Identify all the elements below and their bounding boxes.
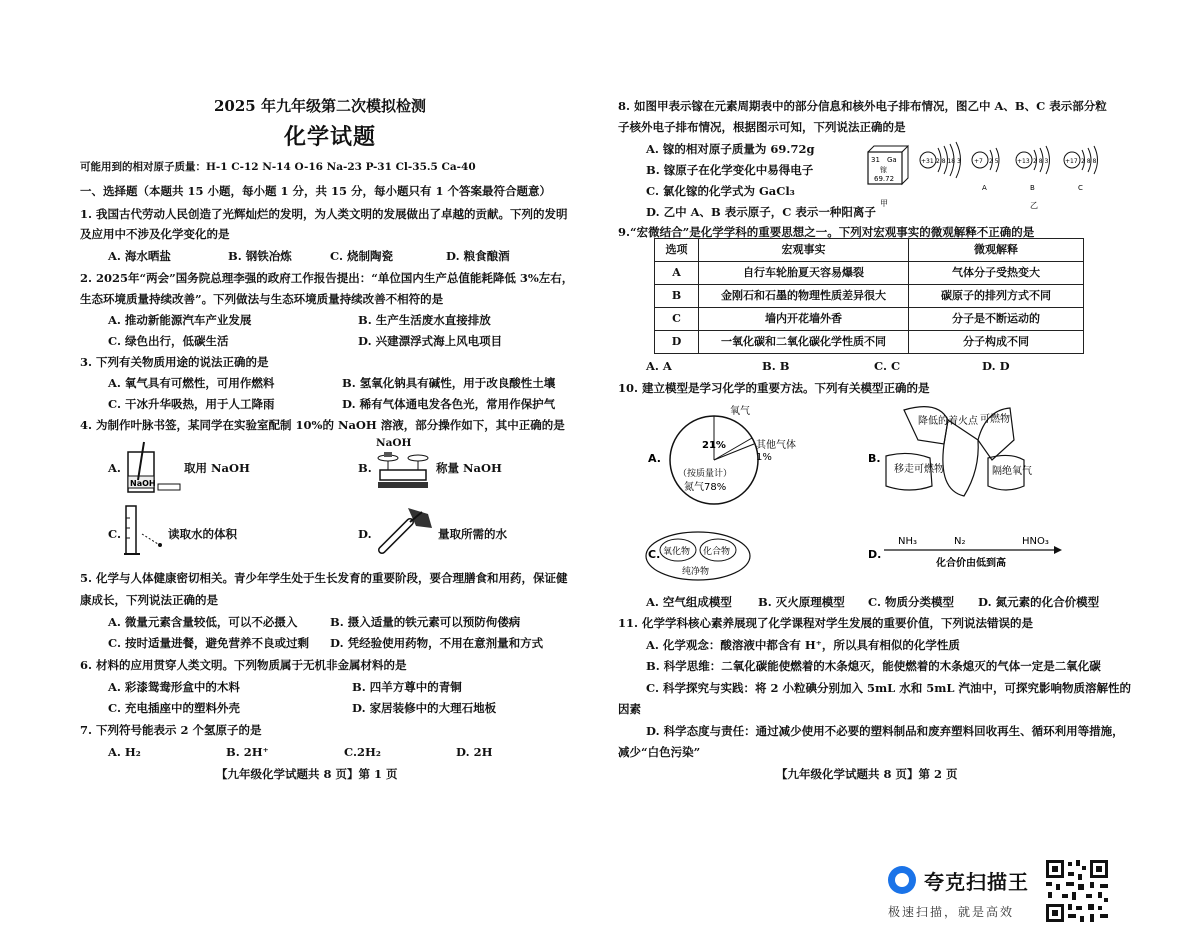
qr-code-icon (1044, 858, 1110, 924)
q9-stem: 9.“宏微结合”是化学学科的重要思想之一。下列对宏观事实的微观解释不正确的是 (618, 225, 1035, 239)
svg-text:2 5: 2 5 (989, 158, 999, 165)
q3-stem: 3. 下列有关物质用途的说法正确的是 (80, 355, 269, 369)
table-cell: 分子是不断运动的 (909, 308, 1084, 331)
svg-text:+17: +17 (1065, 158, 1078, 165)
q6-option-a[interactable]: A. 彩漆鸳鸯形盒中的木料 (108, 680, 240, 694)
table-cell: 气体分子受热变大 (909, 262, 1084, 285)
table-header-cell: 选项 (655, 239, 699, 262)
q11-option-d-cont: 减少“白色污染” (618, 745, 701, 759)
svg-text:氧气: 氧气 (730, 406, 750, 417)
q4-stem: 4. 为制作叶脉书签，某同学在实验室配制 10%的 NaOH 溶液，部分操作如下，其中正确的是 (80, 418, 565, 432)
svg-text:C.: C. (648, 548, 661, 561)
q9-table (654, 238, 1084, 354)
q11-option-d[interactable]: D. 科学态度与责任：通过减少使用不必要的塑料制品和废弃塑料回收再生、循环利用等措施， (646, 724, 1124, 738)
svg-text:HNO₃: HNO₃ (1022, 536, 1049, 547)
table-row (655, 331, 1084, 354)
table-header-row (655, 239, 1084, 262)
q9-option-c[interactable]: C. C (874, 359, 901, 373)
q4-option-d-letter[interactable]: D. (358, 527, 372, 541)
svg-text:A: A (982, 184, 987, 192)
q11-option-c-cont: 因素 (618, 702, 641, 716)
q2-option-c[interactable]: C. 绿色出行，低碳生活 (108, 334, 229, 348)
q7-option-c[interactable]: C.2H₂ (344, 745, 381, 759)
q5-option-a[interactable]: A. 微量元素含量较低，可以不必摄入 (108, 615, 298, 629)
q4-option-c-letter[interactable]: C. (108, 527, 121, 541)
q7-stem: 7. 下列符号能表示 2 个氢原子的是 (80, 723, 262, 737)
q4-option-a-letter[interactable]: A. (108, 461, 121, 475)
scanner-tagline: 极速扫描，就是高效 (888, 905, 1015, 919)
q5-option-d[interactable]: D. 凭经验使用药物，不用在意剂量和方式 (330, 636, 544, 650)
q7-option-a[interactable]: A. H₂ (108, 745, 141, 759)
exam-title: 2025 年九年级第二次模拟检测 (214, 97, 426, 115)
q10-option-b[interactable]: B. 灭火原理模型 (758, 595, 845, 609)
q2-option-a[interactable]: A. 推动新能源汽车产业发展 (108, 313, 252, 327)
svg-text:氮气78%: 氮气78% (684, 482, 727, 493)
table-cell: 碳原子的排列方式不同 (909, 285, 1084, 308)
q1-option-b[interactable]: B. 钢铁冶炼 (228, 249, 292, 263)
svg-text:化合价由低到高: 化合价由低到高 (936, 558, 1006, 569)
svg-text:NH₃: NH₃ (898, 536, 918, 547)
svg-text:21%: 21% (702, 440, 726, 451)
svg-text:2 8 18 3: 2 8 18 3 (936, 158, 961, 165)
svg-text:+31: +31 (921, 158, 934, 165)
svg-text:移走可燃物: 移走可燃物 (894, 464, 944, 475)
q5-option-b[interactable]: B. 摄入适量的铁元素可以预防佝偻病 (330, 615, 521, 629)
q3-option-c[interactable]: C. 干冰升华吸热，用于人工降雨 (108, 397, 275, 411)
svg-text:2 8 3: 2 8 3 (1033, 158, 1049, 165)
q2-option-b[interactable]: B. 生产生活废水直接排放 (358, 313, 491, 327)
q1-option-a[interactable]: A. 海水晒盐 (108, 249, 171, 263)
table-cell: 金刚石和石墨的物理性质差异很大 (699, 285, 909, 308)
q7-option-d[interactable]: D. 2H (456, 745, 493, 759)
q11-option-c[interactable]: C. 科学探究与实践：将 2 小粒碘分别加入 5mL 水和 5mL 汽油中，可探究影响物质溶解性的 (646, 681, 1131, 695)
table-cell: 分子构成不同 (909, 331, 1084, 354)
q9-option-b[interactable]: B. B (762, 359, 790, 373)
svg-text:隔绝氧气: 隔绝氧气 (992, 466, 1032, 477)
q8-figure (850, 136, 1112, 214)
svg-text:D.: D. (868, 548, 882, 561)
q2-stem-1: 2. 2025年“两会”国务院总理李强的政府工作报告提出：“单位国内生产总值能耗降低 3%左右， (80, 271, 574, 285)
svg-text:2 8 8: 2 8 8 (1081, 158, 1097, 165)
svg-text:化合物: 化合物 (703, 547, 731, 557)
svg-text:B: B (1030, 184, 1035, 192)
subject-title: 化学试题 (284, 125, 377, 150)
svg-text:69.72: 69.72 (874, 175, 895, 183)
svg-text:纯净物: 纯净物 (682, 567, 710, 577)
q4-balance-label: NaOH (376, 437, 412, 449)
q9-option-a[interactable]: A. A (646, 359, 672, 373)
svg-text:（按质量计）: （按质量计） (678, 469, 733, 479)
q8-option-a[interactable]: A. 镓的相对原子质量为 69.72g (646, 142, 815, 156)
svg-text:镓: 镓 (880, 166, 887, 174)
svg-text:Ga: Ga (887, 156, 897, 164)
svg-text:N₂: N₂ (954, 536, 966, 547)
q3-option-d[interactable]: D. 稀有气体通电发各色光，常用作保护气 (342, 397, 556, 411)
table-row (655, 285, 1084, 308)
exam-page-2 (618, 0, 1131, 935)
table-cell: 自行车轮胎夏天容易爆裂 (699, 262, 909, 285)
q8-option-d[interactable]: D. 乙中 A、B 表示原子，C 表示一种阳离子 (646, 205, 876, 219)
q8-stem-2: 子核外电子排布情况，根据图示可知，下列说法正确的是 (618, 120, 906, 134)
q11-stem: 11. 化学学科核心素养展现了化学课程对学生发展的重要价值，下列说法错误的是 (618, 616, 1034, 630)
page-footer-1: 【九年级化学试题共 8 页】第 1 页 (216, 767, 398, 781)
q1-option-c[interactable]: C. 烧制陶瓷 (330, 249, 393, 263)
q4-figure-d-pour (376, 504, 438, 556)
q1-stem-1: 1. 我国古代劳动人民创造了光辉灿烂的发明，为人类文明的发展做出了卓越的贡献。下列的发明 (80, 207, 568, 221)
table-header-cell: 宏观事实 (699, 239, 909, 262)
svg-text:其他气体: 其他气体 (756, 440, 796, 451)
q3-option-a[interactable]: A. 氧气具有可燃性，可用作燃料 (108, 376, 275, 390)
q4-figure-a (124, 440, 184, 496)
q4-figure-c-cylinder (124, 504, 164, 558)
table-cell: B (655, 285, 699, 308)
q4-option-b-letter[interactable]: B. (358, 461, 372, 475)
svg-text:+13: +13 (1017, 158, 1030, 165)
scanner-app-name: 夸克扫描王 (924, 870, 1029, 894)
q5-stem-1: 5. 化学与人体健康密切相关。青少年学生处于生长发育的重要阶段，要合理膳食和用药，保证健 (80, 571, 568, 585)
q7-option-b[interactable]: B. 2H⁺ (226, 745, 269, 759)
q8-stem-1: 8. 如图甲表示镓在元素周期表中的部分信息和核外电子排布情况，图乙中 A、B、C 表示部分粒 (618, 99, 1107, 113)
table-row (655, 262, 1084, 285)
scanner-logo-icon (888, 866, 916, 894)
q4-option-b-text[interactable]: 称量 NaOH (436, 461, 502, 475)
q5-option-c[interactable]: C. 按时适量进餐，避免营养不良或过剩 (108, 636, 309, 650)
q4-option-d-text[interactable]: 量取所需的水 (438, 527, 507, 541)
q10-stem: 10. 建立模型是学习化学的重要方法。下列有关模型正确的是 (618, 381, 930, 395)
svg-text:B.: B. (868, 452, 881, 465)
q6-option-d[interactable]: D. 家居装修中的大理石地板 (352, 701, 497, 715)
svg-text:1%: 1% (756, 452, 772, 463)
q2-stem-2: 生态环境质量持续改善”。下列做法与生态环境质量持续改善不相符的是 (80, 292, 444, 306)
svg-text:NaOH: NaOH (130, 479, 156, 488)
table-cell: D (655, 331, 699, 354)
svg-text:可燃物: 可燃物 (980, 414, 1010, 425)
q9-option-d[interactable]: D. D (982, 359, 1010, 373)
q2-option-d[interactable]: D. 兴建漂浮式海上风电项目 (358, 334, 503, 348)
atomic-masses: 可能用到的相对原子质量：H-1 C-12 N-14 O-16 Na-23 P-31 Cl-35.5 Ca-40 (80, 161, 476, 173)
q10-option-d[interactable]: D. 氮元素的化合价模型 (978, 595, 1100, 609)
table-cell: C (655, 308, 699, 331)
q6-option-b[interactable]: B. 四羊方尊中的青铜 (352, 680, 462, 694)
q10-figures (618, 400, 1118, 590)
svg-text:A.: A. (648, 452, 661, 465)
svg-text:31: 31 (871, 156, 880, 164)
q1-stem-2: 及应用中不涉及化学变化的是 (80, 227, 230, 241)
q8-option-c[interactable]: C. 氯化镓的化学式为 GaCl₃ (646, 184, 795, 198)
q6-option-c[interactable]: C. 充电插座中的塑料外壳 (108, 701, 240, 715)
q1-option-d[interactable]: D. 粮食酿酒 (446, 249, 510, 263)
q11-option-a[interactable]: A. 化学观念：酸溶液中都含有 H⁺，所以具有相似的化学性质 (646, 638, 960, 652)
exam-page-1 (80, 0, 580, 935)
section-heading: 一、选择题（本题共 15 小题，每小题 1 分，共 15 分，每小题只有 1 个答案最符合题意） (80, 184, 552, 198)
svg-text:甲: 甲 (880, 199, 888, 208)
table-header-cell: 微观解释 (909, 239, 1084, 262)
table-cell: 墙内开花墙外香 (699, 308, 909, 331)
q4-option-a-text[interactable]: 取用 NaOH (184, 461, 250, 475)
svg-text:乙: 乙 (1030, 201, 1038, 210)
q4-option-c-text[interactable]: 读取水的体积 (168, 527, 237, 541)
table-cell: A (655, 262, 699, 285)
svg-text:氧化物: 氧化物 (663, 547, 691, 557)
table-row (655, 308, 1084, 331)
q8-option-b[interactable]: B. 镓原子在化学变化中易得电子 (646, 163, 814, 177)
q5-stem-2: 康成长，下列说法正确的是 (80, 593, 218, 607)
q6-stem: 6. 材料的应用贯穿人类文明。下列物质属于无机非金属材料的是 (80, 658, 407, 672)
q4-figure-b-balance (376, 448, 432, 494)
page-footer-2: 【九年级化学试题共 8 页】第 2 页 (776, 767, 958, 781)
q10-option-c[interactable]: C. 物质分类模型 (868, 595, 954, 609)
q3-option-b[interactable]: B. 氢氧化钠具有碱性，用于改良酸性土壤 (342, 376, 556, 390)
table-cell: 一氧化碳和二氧化碳化学性质不同 (699, 331, 909, 354)
q11-option-b[interactable]: B. 科学思维：二氧化碳能使燃着的木条熄灭，能使燃着的木条熄灭的气体一定是二氧化碳 (646, 659, 1101, 673)
q10-option-a[interactable]: A. 空气组成模型 (646, 595, 732, 609)
svg-text:+7: +7 (974, 158, 983, 165)
svg-text:降低的着火点: 降低的着火点 (918, 416, 978, 427)
svg-text:C: C (1078, 184, 1083, 192)
